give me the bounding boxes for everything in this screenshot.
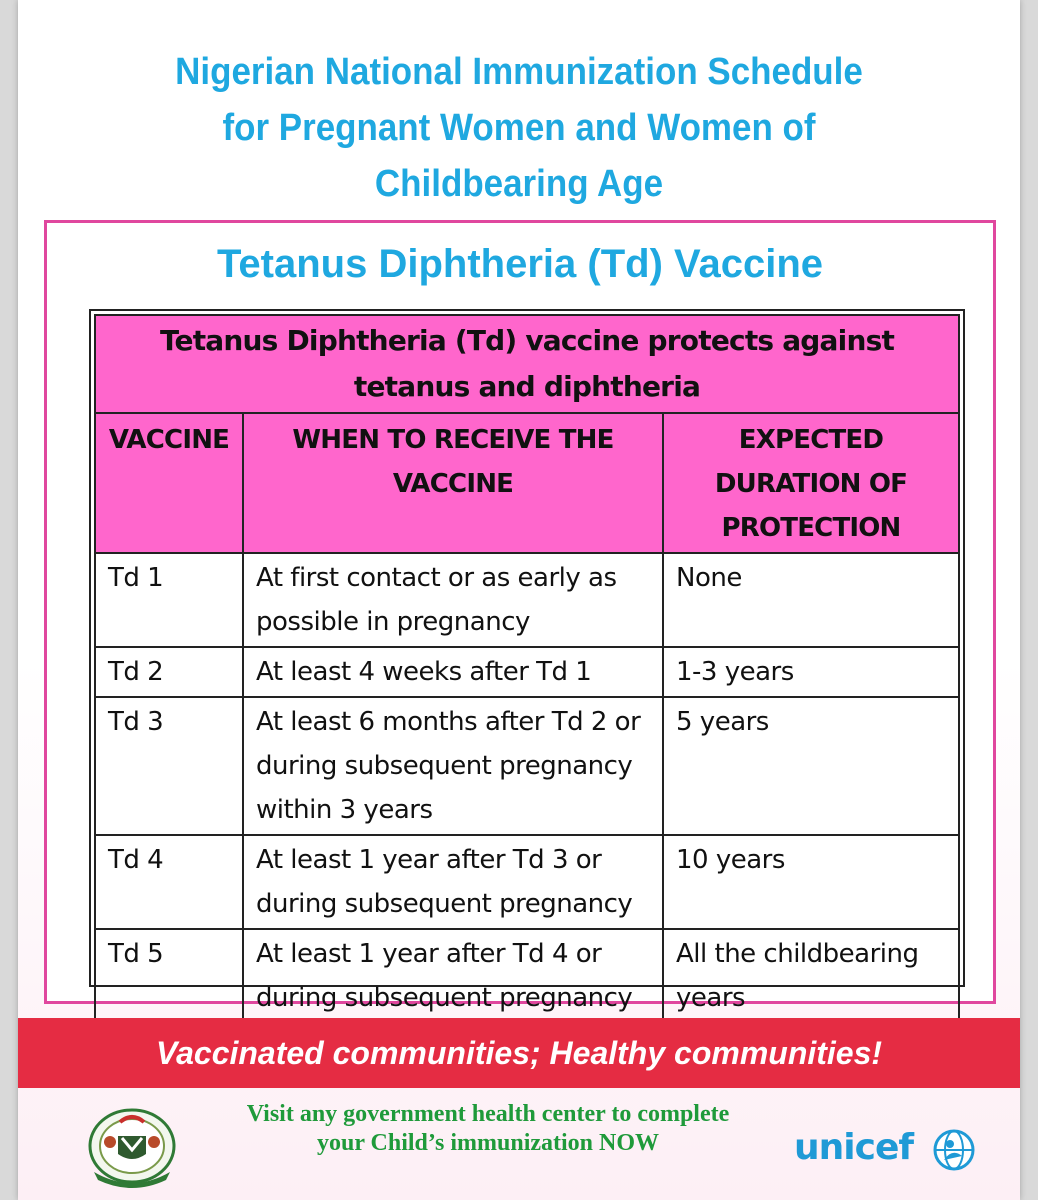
intro-row <box>95 315 959 413</box>
when-cell: At first contact or as early as possible in pregnancy <box>243 553 663 647</box>
unicef-wordmark: unicef <box>794 1127 914 1168</box>
duration-cell: None <box>663 553 959 647</box>
when-cell: At least 6 months after Td 2 or during subsequent pregnancy within 3 years <box>243 697 663 835</box>
table-row <box>95 697 959 835</box>
when-cell: At least 1 year after Td 4 or during subsequent pregnancy <box>243 929 663 1023</box>
poster-page <box>18 0 1020 1200</box>
header-row <box>95 413 959 553</box>
unicef-logo-block <box>794 1118 1016 1178</box>
slogan-banner: Vaccinated communities; Healthy communities! <box>18 1018 1020 1088</box>
header-vaccine: VACCINE <box>95 413 243 553</box>
when-cell: At least 4 weeks after Td 1 <box>243 647 663 697</box>
intro-cell: Tetanus Diphtheria (Td) vaccine protects against tetanus and diphtheria <box>95 315 959 413</box>
vaccine-cell: Td 3 <box>95 697 243 835</box>
table-row <box>95 553 959 647</box>
vaccine-cell: Td 5 <box>95 929 243 1023</box>
poster-title: Nigerian National Immunization Schedule for Pregnant Women and Women of Childbearing Age <box>175 51 863 205</box>
vaccine-cell: Td 4 <box>95 835 243 929</box>
coat-of-arms-seal-icon <box>80 1106 184 1194</box>
when-cell: At least 1 year after Td 3 or during subsequent pregnancy <box>243 835 663 929</box>
vaccine-frame <box>44 220 996 1013</box>
table-row <box>95 929 959 1023</box>
header-when: WHEN TO RECEIVE THE VACCINE <box>243 413 663 553</box>
duration-cell: 10 years <box>663 835 959 929</box>
schedule-table-wrap <box>89 309 965 1013</box>
table-row <box>95 647 959 697</box>
duration-cell: 5 years <box>663 697 959 835</box>
visit-notice: Visit any government health center to complete your Child’s immunization NOW <box>246 1101 730 1156</box>
table-row <box>95 835 959 929</box>
duration-cell: 1-3 years <box>663 647 959 697</box>
schedule-table <box>94 314 960 1024</box>
header-duration: EXPECTED DURATION OF PROTECTION <box>663 413 959 553</box>
vaccine-cell: Td 1 <box>95 553 243 647</box>
section-title: Tetanus Diphtheria (Td) Vaccine <box>216 242 824 286</box>
duration-cell: All the childbearing years <box>663 929 959 1023</box>
unicef-globe-icon <box>932 1128 976 1172</box>
vaccine-cell: Td 2 <box>95 647 243 697</box>
